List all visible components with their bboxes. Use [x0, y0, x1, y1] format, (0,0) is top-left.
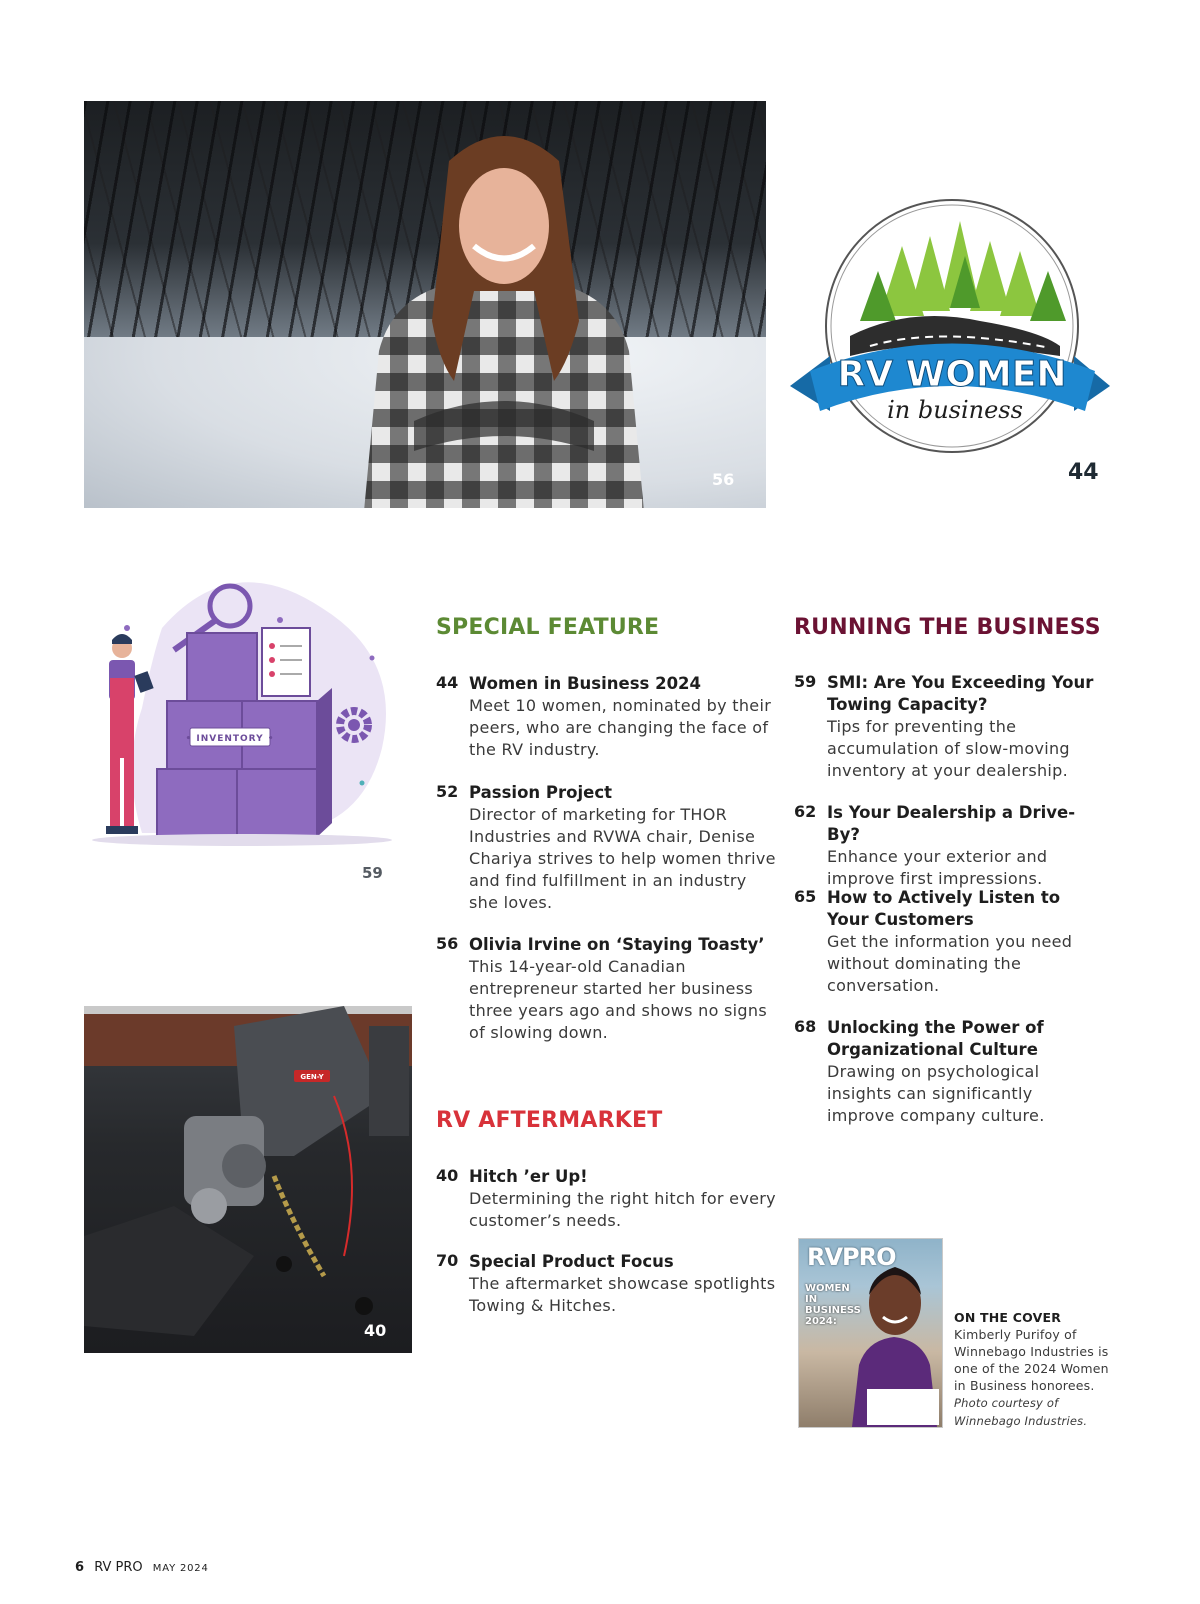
toc-description: Meet 10 women, nominated by their peers, who are changing the face of the RV industry.: [469, 696, 772, 759]
toc-item[interactable]: [436, 1251, 776, 1317]
hitch-brand-label: GEN-Y: [300, 1073, 324, 1081]
cover-caption-title: ON THE COVER: [954, 1310, 1062, 1325]
toc-item[interactable]: [436, 1166, 776, 1232]
toc-item[interactable]: [436, 934, 776, 1044]
toc-description: Drawing on psychological insights can significantly improve company culture.: [827, 1062, 1045, 1125]
toc-page-number: 59: [794, 672, 817, 691]
cover-caption: [954, 1309, 1124, 1430]
toc-title: SMI: Are You Exceeding Your Towing Capacity?: [827, 673, 1094, 714]
footer-page-number: 6: [75, 1560, 85, 1575]
rv-women-in-business-logo: [790, 196, 1124, 476]
cover-masthead: RVPRO: [807, 1243, 896, 1271]
logo-line2: in business: [887, 396, 1023, 424]
toc-item[interactable]: [794, 672, 1094, 782]
page-footer: [75, 1560, 209, 1575]
toc-title: Passion Project: [469, 783, 612, 802]
photo-page-number: 40: [364, 1321, 387, 1340]
cover-headline: WOMEN IN BUSINESS 2024:: [805, 1283, 861, 1327]
toc-title: Unlocking the Power of Organizational Culture: [827, 1018, 1044, 1059]
toc-page-number: 56: [436, 934, 459, 953]
portrait-figure: [354, 121, 654, 508]
section-rv-aftermarket: [436, 1108, 662, 1133]
toc-item[interactable]: [794, 887, 1094, 997]
section-title: RUNNING THE BUSINESS: [794, 615, 1101, 640]
toc-page-number: 62: [794, 802, 817, 821]
logo-page-number: 44: [1068, 460, 1099, 485]
toc-title: Women in Business 2024: [469, 674, 702, 693]
toc-page-number: 52: [436, 782, 459, 801]
feature-photo-olivia: [84, 101, 766, 508]
footer-issue: MAY 2024: [152, 1563, 209, 1574]
toc-title: Is Your Dealership a Drive-By?: [827, 803, 1076, 844]
toc-description: Determining the right hitch for every customer’s needs.: [469, 1189, 776, 1230]
magazine-cover-thumbnail[interactable]: [798, 1238, 943, 1428]
toc-page-number: 44: [436, 673, 459, 692]
toc-item[interactable]: [794, 802, 1094, 890]
section-running-the-business: [794, 615, 1101, 640]
cover-caption-text: Kimberly Purifoy of Winnebago Industries is one of the 2024 Women in Business honorees.: [954, 1327, 1109, 1393]
toc-item[interactable]: [436, 782, 776, 914]
toc-page-number: 65: [794, 887, 817, 906]
cover-blank-box: [867, 1389, 939, 1425]
footer-magazine: RV PRO: [94, 1560, 143, 1575]
toc-title: How to Actively Listen to Your Customers: [827, 888, 1061, 929]
section-title: SPECIAL FEATURE: [436, 615, 660, 640]
toc-title: Olivia Irvine on ‘Staying Toasty’: [469, 935, 765, 954]
logo-line1: RV WOMEN: [837, 354, 1067, 395]
section-title: RV AFTERMARKET: [436, 1108, 663, 1133]
cover-caption-credit: Photo courtesy of Winnebago Industries.: [954, 1396, 1088, 1428]
illustration-page-number: 59: [362, 864, 383, 882]
inventory-illustration: [82, 568, 412, 868]
toc-description: Director of marketing for THOR Industries and RVWA chair, Denise Chariya strives to help women thrive and find fulfillment in an industry she loves.: [469, 805, 776, 912]
toc-description: Enhance your exterior and improve first impressions.: [827, 847, 1048, 888]
toc-page-number: 40: [436, 1166, 459, 1185]
inventory-label: • INVENTORY •: [185, 734, 275, 744]
toc-description: Get the information you need without dominating the conversation.: [827, 932, 1073, 995]
toc-description: This 14-year-old Canadian entrepreneur started her business three years ago and shows no signs of slowing down.: [469, 957, 767, 1042]
toc-description: The aftermarket showcase spotlights Towing & Hitches.: [469, 1274, 776, 1315]
toc-title: Special Product Focus: [469, 1252, 674, 1271]
toc-description: Tips for preventing the accumulation of slow-moving inventory at your dealership.: [827, 717, 1070, 780]
section-special-feature: [436, 615, 659, 640]
toc-item[interactable]: [794, 1017, 1094, 1127]
toc-item[interactable]: [436, 673, 776, 761]
toc-title: Hitch ’er Up!: [469, 1167, 588, 1186]
hitch-photo: [84, 1006, 412, 1353]
toc-page-number: 70: [436, 1251, 459, 1270]
photo-page-number: 56: [712, 470, 735, 489]
toc-page-number: 68: [794, 1017, 817, 1036]
